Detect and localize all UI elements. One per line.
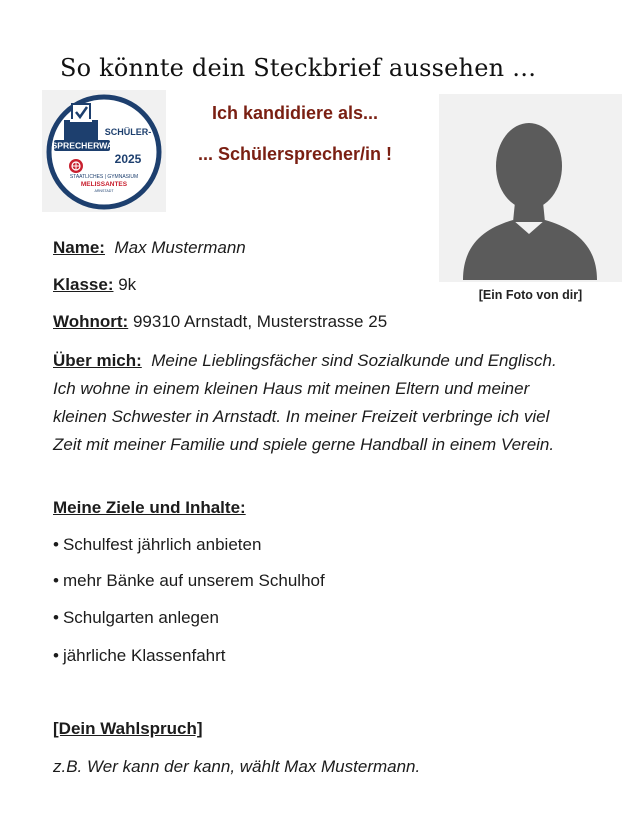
logo-school-name: MELISSANTES — [80, 181, 128, 188]
candidacy-line-1: Ich kandidiere als... — [211, 103, 379, 123]
photo-placeholder — [439, 94, 622, 282]
bullet: • — [53, 608, 59, 627]
goals-heading: Meine Ziele und Inhalte: — [53, 498, 246, 517]
page-title: So könnte dein Steckbrief aussehen … — [60, 54, 537, 82]
goal-item — [53, 571, 325, 591]
candidacy-line-2: ... Schülersprecher/in ! — [197, 144, 393, 164]
goal-item — [53, 608, 219, 628]
goals-heading-row — [53, 498, 246, 518]
about-section — [53, 347, 573, 459]
residence-label: Wohnort: — [53, 312, 129, 331]
name-row — [53, 238, 246, 258]
motto-heading: [Dein Wahlspruch] — [53, 719, 203, 738]
motto-heading-row — [53, 719, 203, 739]
goal-text: Schulgarten anlegen — [62, 608, 219, 627]
logo-line2: SPRECHERWAHL — [51, 140, 125, 151]
class-row — [53, 275, 136, 295]
class-value: 9k — [118, 275, 137, 294]
goal-item — [53, 646, 225, 666]
person-silhouette-icon — [439, 94, 622, 282]
about-text: Meine Lieblingsfächer sind Sozialkunde und Englisch. Ich wohne in einem kleinen Haus mit meinen Eltern und meiner kleinen Schwester in Arnstadt. In meiner Freizeit verbringe ich viel Zeit mit meiner Familie und spiele gerne Handball in einem Verein. — [53, 351, 557, 454]
about-label: Über mich: — [53, 351, 142, 370]
logo-city: ARNSTADT — [94, 189, 114, 193]
goal-text: mehr Bänke auf unserem Schulhof — [62, 571, 325, 590]
election-logo — [42, 90, 166, 212]
bullet: • — [53, 646, 59, 665]
bullet: • — [53, 571, 59, 590]
logo-school-line: STAATLICHES | GYMNASIUM — [69, 174, 139, 180]
class-label: Klasse: — [53, 275, 114, 294]
name-value: Max Mustermann — [114, 238, 246, 257]
goal-text: jährliche Klassenfahrt — [62, 646, 226, 665]
goal-text: Schulfest jährlich anbieten — [62, 535, 262, 554]
goal-item — [53, 535, 261, 555]
logo-year: 2025 — [114, 152, 142, 166]
name-label: Name: — [53, 238, 105, 257]
residence-value: 99310 Arnstadt, Musterstrasse 25 — [132, 312, 388, 331]
ballot-box-icon — [42, 90, 166, 212]
motto-example: z.B. Wer kann der kann, wählt Max Mustermann. — [53, 757, 421, 776]
photo-caption: [Ein Foto von dir] — [478, 288, 583, 302]
residence-row — [53, 312, 387, 332]
logo-line1: SCHÜLER- — [104, 127, 152, 137]
bullet: • — [53, 535, 59, 554]
